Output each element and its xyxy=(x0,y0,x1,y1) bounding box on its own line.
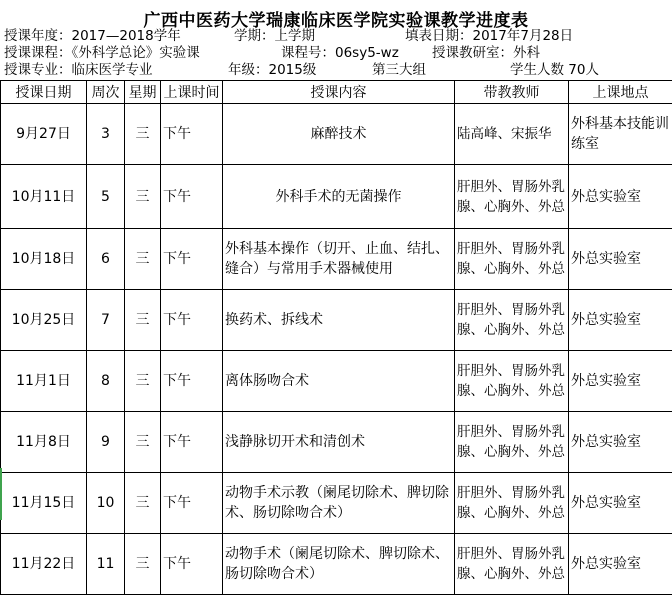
cell-week: 5 xyxy=(87,165,125,229)
cell-date: 11月22日 xyxy=(1,534,87,595)
cell-day: 三 xyxy=(125,165,161,229)
cell-day: 三 xyxy=(125,229,161,290)
cell-day: 三 xyxy=(125,473,161,534)
cell-place: 外总实验室 xyxy=(569,229,672,290)
cell-day: 三 xyxy=(125,104,161,165)
cell-time: 下午 xyxy=(161,412,223,473)
header-teacher: 带教教师 xyxy=(455,81,569,104)
cell-week: 10 xyxy=(87,473,125,534)
cell-teacher: 肝胆外、胃肠外乳腺、心胸外、外总 xyxy=(455,412,569,473)
cell-content: 换药术、拆线术 xyxy=(223,290,455,351)
cell-week: 11 xyxy=(87,534,125,595)
info-term: 学期：上学期 xyxy=(234,28,315,44)
cell-place: 外总实验室 xyxy=(569,351,672,412)
cell-teacher: 肝胆外、胃肠外乳腺、心胸外、外总 xyxy=(455,473,569,534)
table-row xyxy=(1,351,672,412)
cell-place: 外总实验室 xyxy=(569,473,672,534)
cell-week: 3 xyxy=(87,104,125,165)
header-date: 授课日期 xyxy=(1,81,87,104)
info-grade: 年级：2015级 xyxy=(228,62,317,78)
table-row xyxy=(1,104,672,165)
cell-content: 离体肠吻合术 xyxy=(223,351,455,412)
cell-time: 下午 xyxy=(161,534,223,595)
cell-day: 三 xyxy=(125,351,161,412)
header-day: 星期 xyxy=(125,81,161,104)
cell-date: 10月11日 xyxy=(1,165,87,229)
header-place: 上课地点 xyxy=(569,81,672,104)
cell-content: 外科手术的无菌操作 xyxy=(223,165,455,229)
cell-content: 动物手术（阑尾切除术、脾切除术、肠切除吻合术） xyxy=(223,534,455,595)
info-course: 授课课程：《外科学总论》实验课 xyxy=(4,45,200,61)
cell-teacher: 肝胆外、胃肠外乳腺、心胸外、外总 xyxy=(455,534,569,595)
header-time: 上课时间 xyxy=(161,81,223,104)
cell-date: 11月8日 xyxy=(1,412,87,473)
info-course-no: 课程号：06sy5-wz xyxy=(281,45,399,61)
table-row xyxy=(1,412,672,473)
cell-teacher: 肝胆外、胃肠外乳腺、心胸外、外总 xyxy=(455,229,569,290)
cell-teacher: 肝胆外、胃肠外乳腺、心胸外、外总 xyxy=(455,290,569,351)
info-group: 第三大组 xyxy=(372,62,426,78)
cell-time: 下午 xyxy=(161,229,223,290)
cell-place: 外科基本技能训练室 xyxy=(569,104,672,165)
cell-place: 外总实验室 xyxy=(569,534,672,595)
cell-date: 11月1日 xyxy=(1,351,87,412)
cell-week: 8 xyxy=(87,351,125,412)
cell-content: 麻醉技术 xyxy=(223,104,455,165)
cell-place: 外总实验室 xyxy=(569,290,672,351)
cell-day: 三 xyxy=(125,290,161,351)
cell-date: 11月15日 xyxy=(1,473,87,534)
header-row xyxy=(1,81,672,104)
info-fill-date: 填表日期：2017年7月28日 xyxy=(405,28,574,44)
cell-time: 下午 xyxy=(161,165,223,229)
info-dept: 授课教研室：外科 xyxy=(432,45,540,61)
cell-teacher: 肝胆外、胃肠外乳腺、心胸外、外总 xyxy=(455,351,569,412)
cell-date: 10月25日 xyxy=(1,290,87,351)
info-year: 授课年度：2017—2018学年 xyxy=(4,28,181,44)
page-title: 广西中医药大学瑞康临床医学院实验课教学进度表 xyxy=(143,11,529,31)
selection-marker xyxy=(0,468,2,520)
cell-place: 外总实验室 xyxy=(569,412,672,473)
cell-week: 6 xyxy=(87,229,125,290)
info-major: 授课专业：临床医学专业 xyxy=(4,62,153,78)
info-students: 学生人数 70人 xyxy=(510,62,599,78)
cell-week: 7 xyxy=(87,290,125,351)
cell-content: 动物手术示教（阑尾切除术、脾切除术、肠切除吻合术） xyxy=(223,473,455,534)
cell-time: 下午 xyxy=(161,351,223,412)
cell-time: 下午 xyxy=(161,104,223,165)
cell-day: 三 xyxy=(125,412,161,473)
table-row xyxy=(1,165,672,229)
cell-date: 9月27日 xyxy=(1,104,87,165)
cell-teacher: 陆高峰、宋振华 xyxy=(455,104,569,165)
cell-content: 外科基本操作（切开、止血、结扎、缝合）与常用手术器械使用 xyxy=(223,229,455,290)
cell-teacher: 肝胆外、胃肠外乳腺、心胸外、外总 xyxy=(455,165,569,229)
header-content: 授课内容 xyxy=(223,81,455,104)
table-row xyxy=(1,229,672,290)
table-row xyxy=(1,290,672,351)
table-row xyxy=(1,473,672,534)
cell-content: 浅静脉切开术和清创术 xyxy=(223,412,455,473)
cell-place: 外总实验室 xyxy=(569,165,672,229)
cell-week: 9 xyxy=(87,412,125,473)
cell-date: 10月18日 xyxy=(1,229,87,290)
cell-time: 下午 xyxy=(161,473,223,534)
cell-time: 下午 xyxy=(161,290,223,351)
header-week: 周次 xyxy=(87,81,125,104)
schedule-table xyxy=(0,80,672,595)
cell-day: 三 xyxy=(125,534,161,595)
table-row xyxy=(1,534,672,595)
